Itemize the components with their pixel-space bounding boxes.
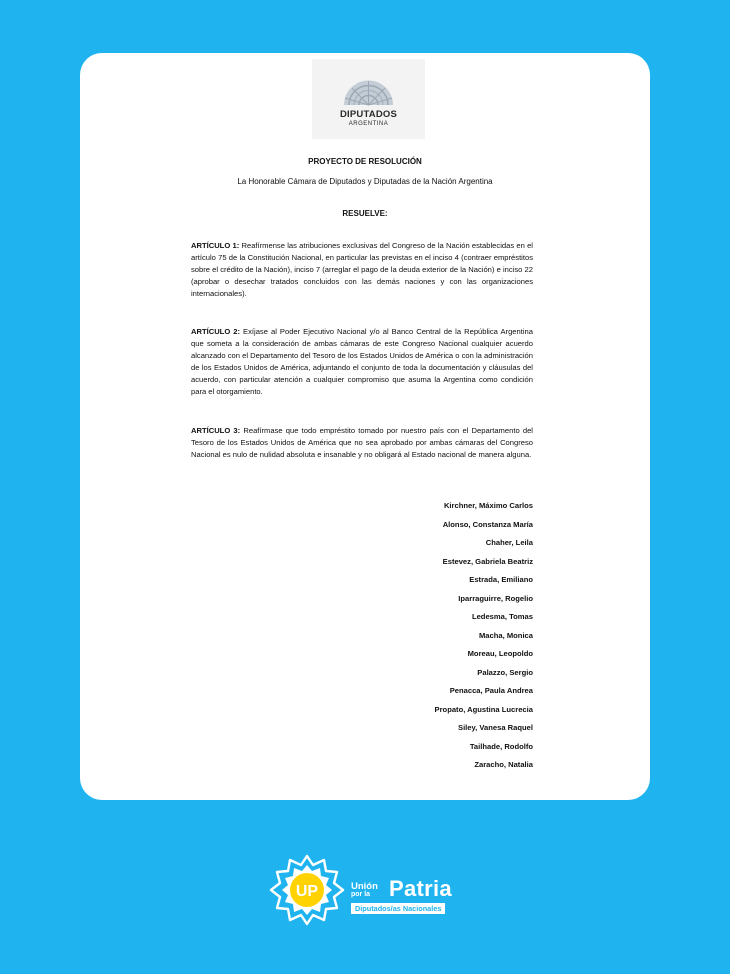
logo-name: DIPUTADOS <box>339 109 398 120</box>
signer-name: Zaracho, Natalia <box>474 760 533 769</box>
signer-name: Propato, Agustina Lucrecia <box>434 704 533 714</box>
article-2 <box>191 326 533 398</box>
signer-name: Ledesma, Tomas <box>471 612 533 621</box>
union-por-la-patria-logo <box>268 852 468 927</box>
congress-dome-icon <box>341 77 396 107</box>
logo-tagline: Diputados/as Nacionales <box>351 903 445 914</box>
signer-name: Kirchner, Máximo Carlos <box>443 501 533 510</box>
logo-porla: por la <box>351 891 371 898</box>
article-1-label: ARTÍCULO 1: <box>191 241 240 250</box>
signer-name: Penacca, Paula Andrea <box>449 686 533 695</box>
article-1-text: Reafírmense las atribuciones exclusivas del Congreso de la Nación establecidas en el artículo 75 de la Constitución Nacional, en particular las previstas en el inciso 4 (contraer empréstitos sobre el crédito de la Nación), inciso 7 (arreglar el pago de la deuda exterior de la Nación) e inciso 22 (aprobar o desechar tratados concluidos con las demás naciones y con las organizaciones internacionales). <box>191 241 533 298</box>
article-2-text: Exíjase al Poder Ejecutivo Nacional y/o al Banco Central de la República Argentina que someta a la consideración de ambas cámaras de este Congreso Nacional cualquier acuerdo alcanzado con el Departamento del Tesoro de los Estados Unidos de América o con la administración de los Estados Unidos de América, adjuntando el conjunto de toda la documentación y cláusulas del acuerdo, con particular atención a cualquier compromiso que asuma la Argentina como condición para el otorgamiento. <box>191 327 533 396</box>
signer-name: Estevez, Gabriela Beatriz <box>442 556 533 566</box>
resuelve-heading: RESUELVE: <box>342 209 388 218</box>
signer-name: Iparraguirre, Rogelio <box>458 593 533 603</box>
diputados-logo <box>312 59 425 139</box>
signer-name: Tailhade, Rodolfo <box>469 741 533 751</box>
document-subtitle: La Honorable Cámara de Diputados y Diputadas de la Nación Argentina <box>237 177 493 186</box>
document-card <box>80 53 650 800</box>
signer-name: Moreau, Leopoldo <box>467 649 533 658</box>
signer-name: Siley, Vanesa Raquel <box>458 723 533 732</box>
signer-name: Palazzo, Sergio <box>477 667 533 677</box>
article-3-text: Reafírmase que todo empréstito tomado por nuestro país con el Departamento del Tesoro de los Estados Unidos de América que no sea aprobado por ambas cámaras del Congreso Nacional es nulo de nulidad absoluta e insanable y no obligará al Estado nacional de manera alguna. <box>191 426 533 459</box>
article-3-label: ARTÍCULO 3: <box>191 426 241 435</box>
signer-name: Alonso, Constanza María <box>442 519 533 529</box>
logo-patria: Patria <box>389 876 452 901</box>
signer-name: Estrada, Emiliano <box>469 575 533 584</box>
signer-name: Chaher, Leila <box>485 538 533 547</box>
up-badge-text: UP <box>295 883 319 900</box>
article-2-label: ARTÍCULO 2: <box>191 327 241 336</box>
signers-list <box>435 500 533 778</box>
logo-country: ARGENTINA <box>348 121 389 127</box>
article-3 <box>191 425 533 461</box>
signer-name: Macha, Monica <box>478 630 533 640</box>
document-title: PROYECTO DE RESOLUCIÓN <box>308 157 422 166</box>
logo-union: Unión <box>351 881 378 892</box>
article-1 <box>191 240 533 300</box>
sun-badge-icon <box>268 852 346 927</box>
